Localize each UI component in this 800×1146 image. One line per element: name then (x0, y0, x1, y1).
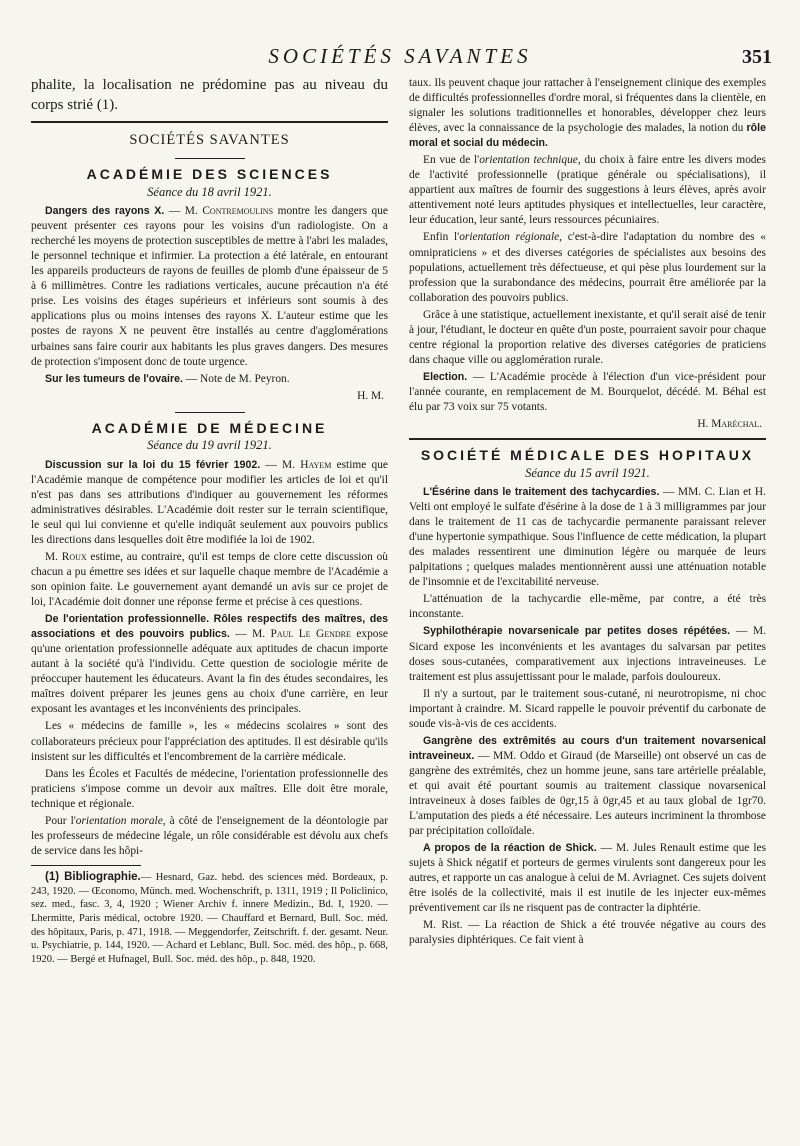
societe-medicale-title: SOCIÉTÉ MÉDICALE DES HOPITAUX (420, 447, 755, 464)
academie-medecine-title: ACADÉMIE DE MÉDECINE (91, 419, 328, 436)
paragraph-label: Syphilothérapie novarsenicale par petites doses répétées. (423, 625, 731, 638)
paragraph-label: L'Ésérine dans le traitement des tachycardies. (423, 486, 660, 499)
bold-term: rôle moral et social du médecin. (409, 122, 766, 150)
author: M. Paul Le Gendre (252, 628, 351, 641)
divider (175, 158, 245, 159)
seance-date: Séance du 19 avril 1921. (147, 438, 272, 453)
paragraph-text: — L'Académie procède à l'élection d'un vice-président pour l'année courante, en remplacement de M. Bourquelot, décédé. M. Béhal est élu par 73 voix sur 75 votants. (409, 370, 766, 413)
paragraph-label: Sur les tumeurs de l'ovaire. (45, 372, 183, 385)
paragraph (31, 550, 388, 610)
italic-term: orientation régionale, (459, 231, 563, 244)
left-column (31, 76, 388, 969)
paragraph-text: — M. Jules Renault estime que les sujets à Shick négatif et porteurs de germes virulents sont dangereux pour les autres, et rapporte un cas analogue à celui de M. Avriagnet. Ces sujets doivent être isolés de la collectivité, mais il est inutile de les injecter eux-mêmes préventivement car ils ne risquent pas de contracter la diphtérie. (409, 842, 767, 915)
paragraph-text: c'est-à-dire l'adaptation du nombre des « omnipraticiens » et des diverses catégories de spécialistes aux besoins des populations, actuellement très défectueuse, et qui pèse plus lourdement sur la profession que la surabondance des médecins, pourrait être améliorée par la collaboration des pouvoirs publics. (409, 231, 766, 304)
italic-term: orientation morale, (75, 814, 166, 827)
paragraph: Les « médecins de famille », les « médecins scolaires » sont des collaborateurs précieux pour l'appréciation des aptitudes. Il est désirable qu'ils insistent sur les difficultés et l'encombrement de la carrière médicale. (31, 720, 388, 763)
footnote-text: — Hesnard, Gaz. hebd. des sciences méd. Bordeaux, p. 243, 1920. — Œconomo, Münch. med. Wochenschrift, p. 1311, 1919 ; Il Policlinico, sez. med., fasc. 3, 4, 1920 ; Wiener Archiv f. innere Medizin., Bd. I, 1920. — Lhermitte, Paris médical, octobre 1920. — Chauffard et Bernard, Bull. Soc. méd. des hôpitaux, Paris, p. 471, 1918. — Meggendorfer, Zeitschrift. f. der. gesamt. Neur. u. Psychiatrie, p. 144, 1920. — Achard et Leblanc, Bull. Soc. méd. des hôp., p. 668, 1920. — Bergé et Hufnagel, Bull. Soc. méd. des hôp., p. 848, 1920. (31, 871, 388, 966)
paragraph: Il n'y a surtout, par le traitement sous-cutané, ni neurotropisme, ni choc important à craindre. M. Sicard rappelle le pouvoir préventif du carbonate de soude vis-à-vis de ces accidents. (409, 687, 766, 730)
signature: H. Maréchal. (697, 418, 762, 431)
footnote-bibliography (31, 870, 388, 967)
paragraph (409, 370, 766, 415)
seance-date: Séance du 18 avril 1921. (147, 184, 272, 199)
divider (409, 438, 766, 440)
seance-date: Séance du 15 avril 1921. (525, 465, 650, 480)
page-number: 351 (742, 46, 772, 68)
author: M. Contremoulins (184, 205, 274, 218)
paragraph-text: estime que l'Académie manque de compétence pour modifier les articles de loi et qu'il n'est pas dans ses attributions d'indiquer au gouvernement les réformes administratives désirables. L'Académie doit rester sur le terrain scientifique, le seul qui lui convienne et qu'elle indiquât seulement aux pouvoirs publics les directions dans lesquelles doit être modifiée la loi de 1902. (31, 458, 388, 546)
paragraph: Discussion sur la loi du 15 février 1902. — M. Hayem estime que l'Académie manque de compétence pour modifier les articles de loi et qu'il n'est pas dans ses attributions d'indiquer au gouvernement les réformes administratives désirables. L'Académie doit rester sur le terrain scientifique, le seul qui lui convienne et qu'elle indiquât seulement aux pouvoirs publics les directions dans lesquelles doit être modifiée la loi de 1902. (31, 458, 388, 546)
paragraph-text: du choix à faire entre les divers modes de l'activité professionnelle (pratique générale ou spécialisations), il appartient aux maîtres de fournir des suggestions à leurs élèves, après avoir attentivement noté leurs aptitudes physiques et intellectuelles, leur caractère, leur éducation, leur santé, leurs ressources pécuniaires. (409, 154, 766, 227)
paragraph: L'atténuation de la tachycardie elle-même, par contre, a été très inconstante. (409, 593, 766, 621)
paragraph-text: En vue de l' (423, 154, 480, 167)
paragraph: Dangers des rayons X. — M. Contremoulins montre les dangers que peuvent présenter ces rayons pour les voisins d'un radiologiste. On a recherché les moyens de protection susceptibles de mettre à l'abri les malades, le personnel technique et infirmier. La protection a été latérale, en entourant les appareils producteurs de rayons de feuilles de plomb d'une épaisseur de 5 à 6 millimètres. Contre les radiations verticales, aucune précaution n'a été prise. Les voisins des étages supérieurs et inférieurs sont soumis à des applications plus ou moins intenses des rayons X. L'auteur estime que les postes de rayons X ne peuvent être installés au centre d'agglomérations urbaines sans faire courir aux habitants les plus graves dangers. Des mesures de protection s'imposent donc de toute urgence. (31, 205, 388, 368)
paragraph-text: estime, au contraire, qu'il est temps de clore cette discussion où chacun a pu émettre ses idées et sur laquelle chaque membre de l'Académie a son opinion faite. Le gouvernement ayant demandé un avis sur ce projet de loi, l'Académie doit donner une réponse ferme et précise à ces questions. (31, 550, 388, 609)
paragraph (409, 76, 766, 151)
paragraph: De l'orientation professionnelle. Rôles respectifs des maîtres, des associations et des pouvoirs publics. — M. Paul Le Gendre expose qu'une orientation professionnelle adéquate aux aptitudes de chacun importe autant à la société qu'à l'individu. Cette question de sociologie mérite de préoccuper hautement les éducateurs. Avant la fin des études secondaires, les maîtres doivent préparer les jeunes gens au choix d'une carrière, en leur exposant les avantages et les inconvénients des principales. (31, 613, 388, 716)
paragraph-text: Pour l' (45, 814, 76, 827)
paragraph (409, 230, 766, 305)
paragraph-label: Discussion sur la loi du 15 février 1902. (45, 458, 261, 471)
paragraph-text: — MM. C. Lian et H. Velti ont employé le sulfate d'ésérine à la dose de 1 à 3 milligrammes par jour dans le traitement de 11 cas de tachycardie permanente paraissant relever d'une hypertonie sympathique. Sous l'influence de cette médication, la plupart des malades ressentirent une diminution légère ou marquée de leurs palpitations ; quelques malades mentionnèrent aussi une atténuation notable de l'insomnie et de l'excitabilité nerveuse. (409, 486, 766, 589)
divider (31, 121, 388, 123)
author: M. Hayem (282, 458, 332, 471)
signature: H. M. (357, 389, 384, 402)
paragraph (409, 734, 766, 839)
paragraph-text: — Note de M. Peyron. (185, 372, 290, 385)
paragraph-text: — M. Sicard expose les inconvénients et les avantages du salvarsan par petites doses sous-cutanées, comparativement aux injections intraveineuses. Le traitement est plus assujettissant pour le malade, parfois douloureux. (409, 625, 766, 683)
academie-sciences-title: ACADÉMIE DES SCIENCES (86, 166, 333, 183)
paragraph (31, 814, 388, 859)
right-column (409, 76, 766, 950)
paragraph-text: à côté de l'enseignement de la déontologie par les professeurs de médecine légale, un rôle considérable est dévolu aux chefs de service dans les hôpi- (31, 814, 388, 857)
paragraph-label: A propos de la réaction de Shick. (423, 842, 597, 855)
paragraph (409, 624, 766, 684)
divider (175, 412, 245, 413)
section-title: SOCIÉTÉS SAVANTES (129, 132, 290, 148)
paragraph-label: Gangrène des extrêmités au cours d'un traitement novarsenical intraveineux. (409, 734, 766, 762)
intro-text: phalite, la localisation ne prédomine pas au niveau du corps strié (1). (31, 77, 388, 113)
footnote-label: (1) Bibliographie. (45, 870, 141, 883)
running-header: SOCIÉTÉS SAVANTES (268, 44, 532, 68)
author: M. Roux (45, 550, 87, 563)
paragraph (409, 153, 766, 228)
paragraph-text: montre les dangers que peuvent présenter ces rayons pour les voisins d'un radiologiste. On a recherché les moyens de protection susceptibles de mettre à l'abri les malades, le personnel technique et infirmier. La protection a été latérale, en entourant les appareils producteurs de rayons de feuilles de plomb d'une épaisseur de 5 à 6 millimètres. Contre les radiations verticales, aucune précaution n'a été prise. Les voisins des étages supérieurs et inférieurs sont soumis à des applications plus ou moins intenses des rayons X. L'auteur estime que les postes de rayons X ne peuvent être installés au centre d'agglomérations urbaines sans faire courir aux habitants les plus graves dangers. Des mesures de protection s'imposent donc de toute urgence. (31, 205, 388, 368)
paragraph (31, 372, 388, 387)
paragraph-text: Enfin l' (423, 231, 460, 244)
paragraph: M. Rist. — La réaction de Shick a été trouvée négative au cours des paralysies diphtériques. Ce fait vient à (409, 919, 766, 947)
paragraph-text: expose qu'une orientation professionnelle adéquate aux aptitudes de chacun importe autant à la société qu'à l'individu. Cette question de sociologie mérite de préoccuper hautement les éducateurs. Avant la fin des études secondaires, les maîtres doivent préparer les jeunes gens au choix d'une carrière, en leur exposant les avantages et les inconvénients des principales. (31, 628, 388, 716)
paragraph: Grâce à une statistique, actuellement inexistante, et qu'il serait aisé de tenir à jour, l'étudiant, le docteur en quête d'un poste, pourraient savoir pour chaque centre régional la proportion relative des diverses catégories de praticiens dans chaque ville ou agglomération rurale. (409, 308, 766, 366)
footnote-divider (31, 865, 141, 866)
paragraph-label: Dangers des rayons X. (45, 205, 165, 218)
paragraph-text: — MM. Oddo et Giraud (de Marseille) ont observé un cas de gangrène des extrémités, chez un homme jeune, sans tare artérielle préalable, et qui avait été pourtant soumis au traitement classique novarsenical intraveineux à doses faibles de 0gr,15 à 0gr,45 et au taux global de 1gr70. L'amputation des pieds a été nécessaire. Les auteurs incriminent la thrombose par précipitation colloïdale. (409, 749, 766, 838)
italic-term: orientation technique, (479, 154, 581, 167)
paragraph: Dans les Écoles et Facultés de médecine, l'orientation professionnelle des praticiens s'impose comme un devoir aux maîtres. Elle doit être morale, technique et régionale. (31, 767, 388, 810)
paragraph (409, 485, 766, 590)
paragraph-label: De l'orientation professionnelle. Rôles respectifs des maîtres, des associations et des pouvoirs publics. (31, 613, 388, 641)
paragraph (409, 841, 766, 916)
paragraph-label: Election. (423, 370, 468, 383)
paragraph-text: taux. Ils peuvent chaque jour rattacher à l'enseignement clinique des exemples de difficultés professionnelles d'ordre moral, si fréquentes dans la clientèle, en signaler les solutions traditionnelles et honorables, développer chez leurs élèves, avec la connaissance de la psychologie des malades, la notion du (409, 77, 766, 135)
